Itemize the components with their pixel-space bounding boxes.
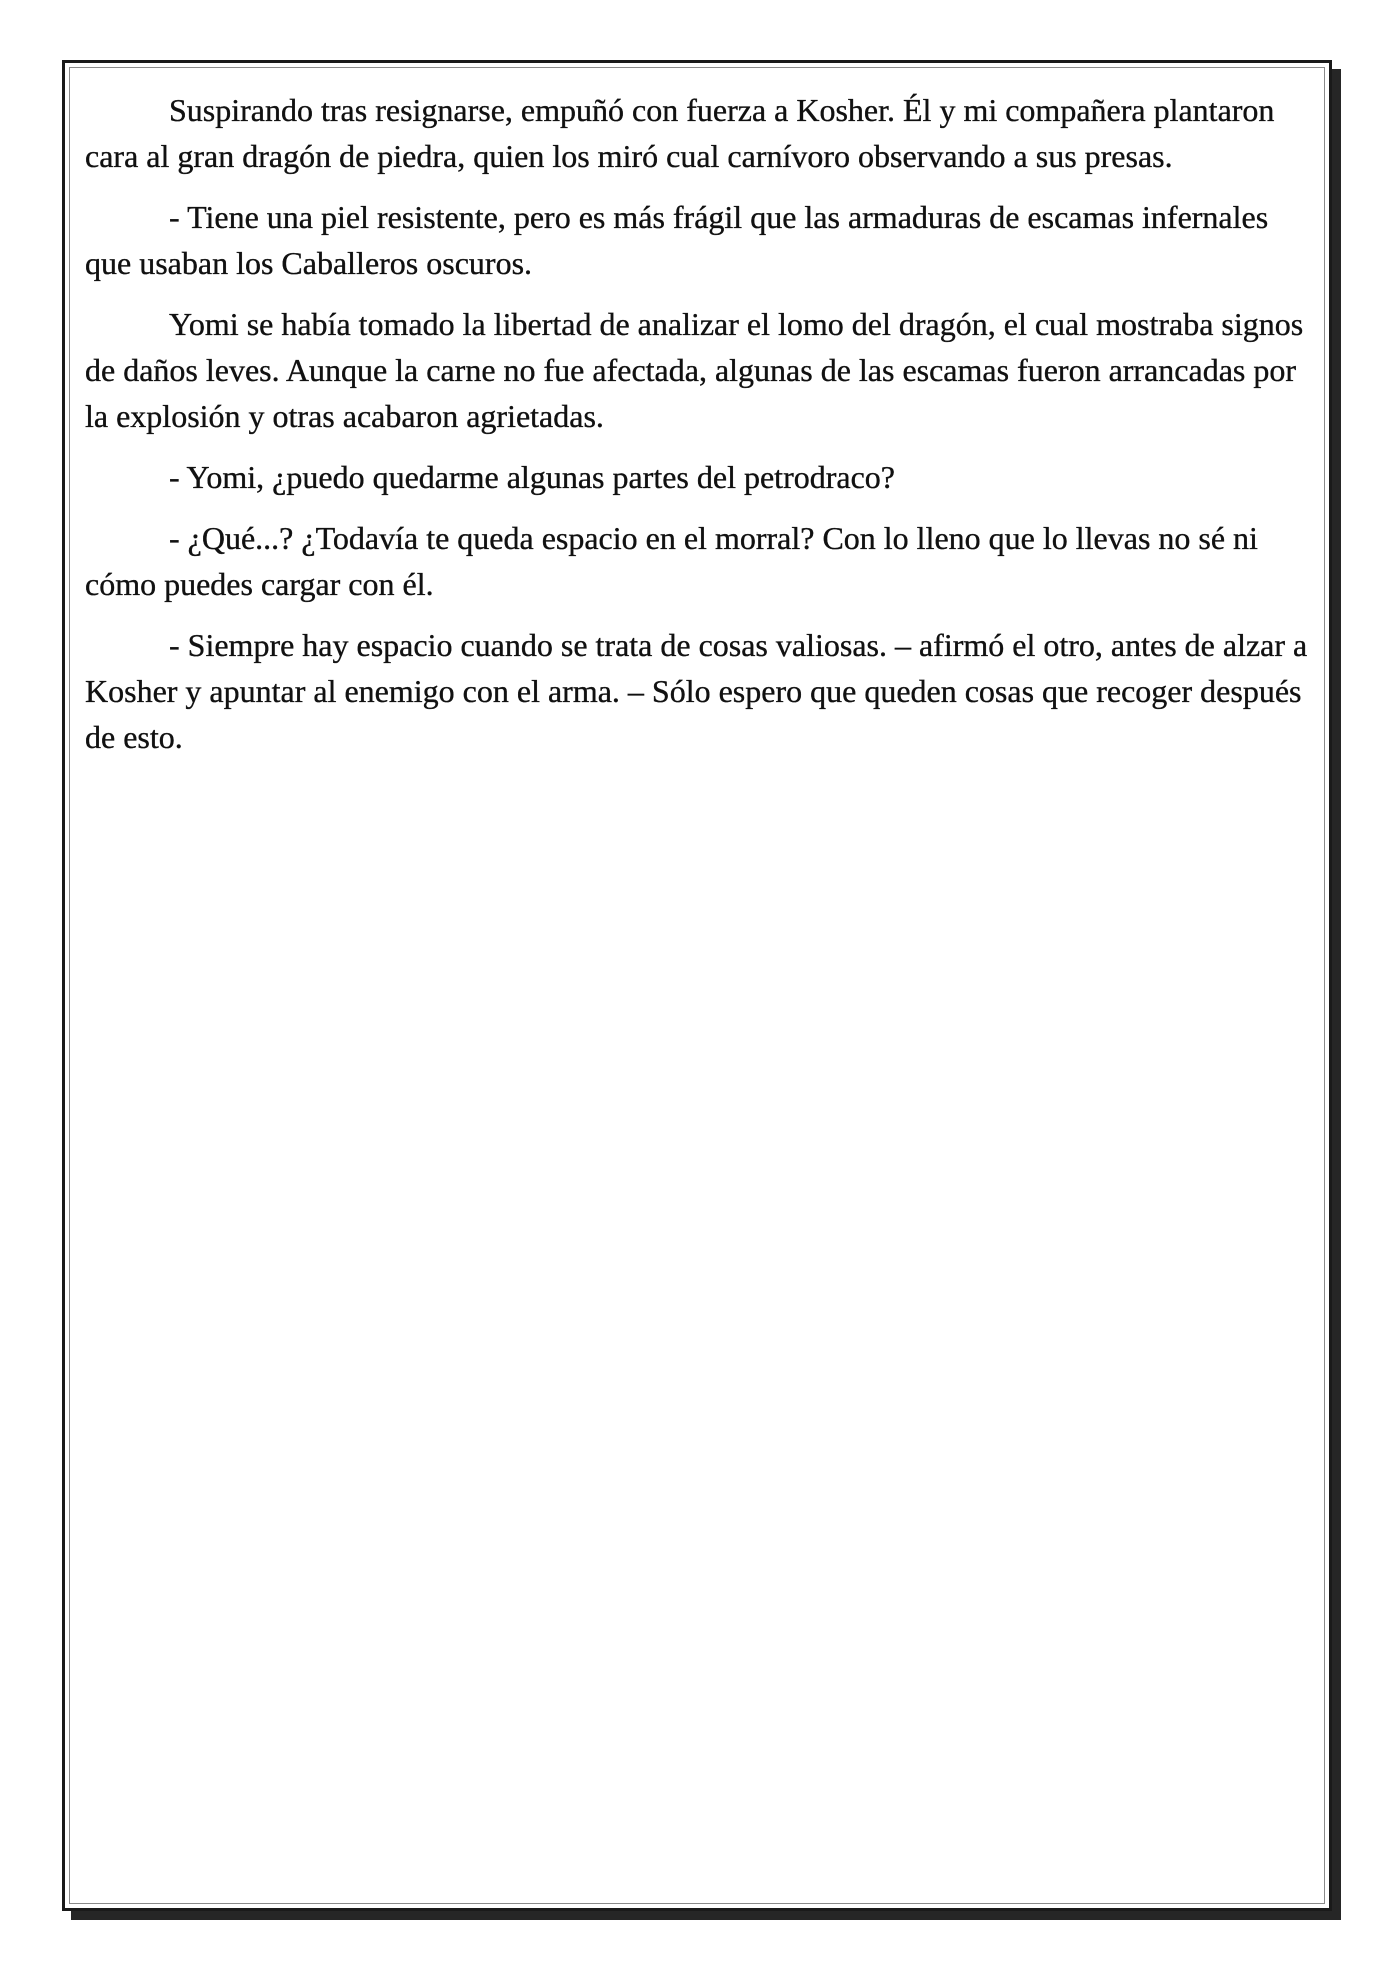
page-frame	[62, 60, 1332, 1911]
paragraph: - Yomi, ¿puedo quedarme algunas partes del petrodraco?	[169, 459, 895, 495]
paragraph: Yomi se había tomado la libertad de analizar el lomo del dragón, el cual mostraba signos de daños leves. Aunque la carne no fue afectada, algunas de las escamas fueron arrancadas por la explosión y otras acabaron agrietadas.	[85, 306, 1304, 434]
paragraph: - ¿Qué...? ¿Todavía te queda espacio en el morral? Con lo lleno que lo llevas no sé ni cómo puedes cargar con él.	[85, 520, 1258, 602]
paragraph: - Tiene una piel resistente, pero es más frágil que las armaduras de escamas infernales que usaban los Caballeros oscuros.	[85, 199, 1269, 281]
body-text	[85, 87, 1309, 775]
paragraph: Suspirando tras resignarse, empuñó con fuerza a Kosher. Él y mi compañera plantaron cara al gran dragón de piedra, quien los miró cual carnívoro observando a sus presas.	[85, 92, 1275, 174]
paragraph: - Siempre hay espacio cuando se trata de cosas valiosas. – afirmó el otro, antes de alzar a Kosher y apuntar al enemigo con el arma. – Sólo espero que queden cosas que recoger después de esto.	[85, 627, 1308, 755]
